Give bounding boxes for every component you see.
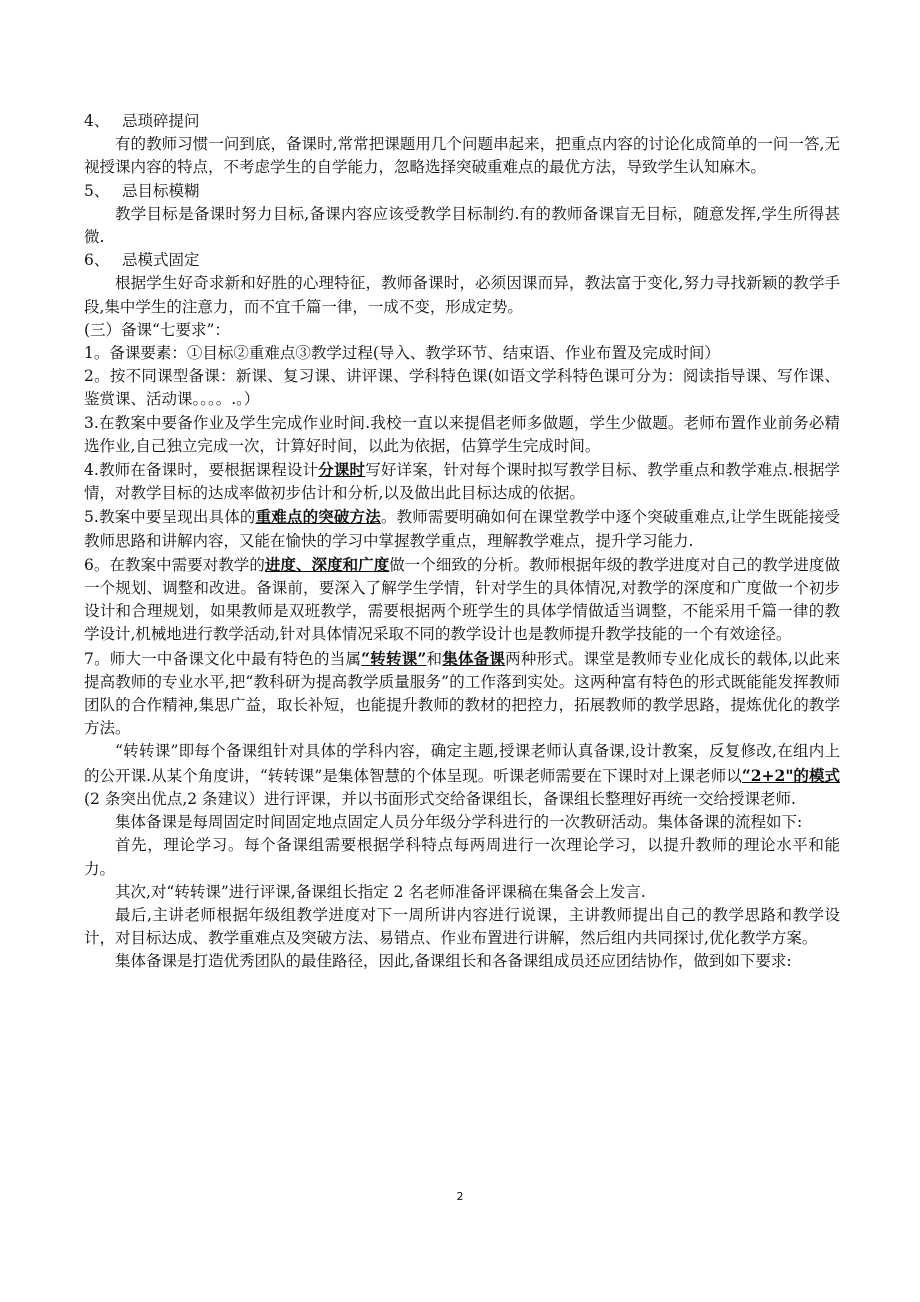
underlined-term: 进度、深度和广度 [264, 554, 390, 574]
collective-prep-paragraph: 集体备课是每周固定时间固定地点固定人员分年级分学科进行的一次教研活动。集体备课的流程如下: [115, 813, 803, 832]
closing-paragraph: 集体备课是打造优秀团队的最佳路径，因此,备课组长和各备课组成员还应团结协作，做到如下要求: [115, 952, 792, 971]
underlined-term: “2+2"的模式 [741, 765, 840, 785]
requirement-2: 2。按不同课型备课：新课、复习课、讲评课、学科特色课(如语文学科特色课可分为：阅读指导课、写作课、鉴赏课、活动课。。。。.。） [84, 367, 840, 409]
zhuanzhuanke-paragraph: “转转课”即每个备课组针对具体的学科内容，确定主题,授课老师认真备课,设计教案，反复修改,在组内上的公开课.从某个角度讲，“转转课”是集体智慧的个体呈现。听课老师需要在下课时对上课老师以“2+2"的模式(2 条突出优点,2 条建议）进行评课，并以书面形式交给备课组长，备课组长整理好再统一交给授课老师. [84, 742, 840, 808]
part3-heading: (三）备课“七要求”： [84, 320, 230, 339]
section-5-body: 教学目标是备课时努力目标,备课内容应该受教学目标制约.有的教师备课盲无目标，随意发挥,学生所得甚微. [84, 204, 840, 247]
section-4-body: 有的教师习惯一问到底，备课时,常常把课题用几个问题串起来，把重点内容的讨论化成简单的一问一答,无视授课内容的特点，不考虑学生的自学能力，忽略选择突破重难点的最优方法，导致学生认知麻木。 [84, 135, 840, 177]
page-number: 2 [456, 1190, 464, 1203]
requirement-1: 1。备课要素：①目标②重难点③教学过程(导入、教学环节、结束语、作业布置及完成时间） [84, 344, 720, 363]
requirement-6: 6。在教案中需要对教学的进度、深度和广度做一个细致的分析。教师根据年级的教学进度对自己的教学进度做一个规划、调整和改进。备课前，要深入了解学生学情，针对学生的具体情况,对教学的深度和广度做一个初步设计和合理规划，如果教师是双班教学，需要根据两个班学生的具体学情做适当调整，不能采用千篇一律的教学设计,机械地进行教学活动,针对具体情况采取不同的教学设计也是教师提升教学技能的一个有效途径。 [84, 554, 840, 644]
step-1-paragraph: 首先，理论学习。每个备课组需要根据学科特点每两周进行一次理论学习，以提升教师的理论水平和能力。 [84, 836, 840, 878]
underlined-term: 分课时 [318, 460, 366, 480]
step-3-paragraph: 最后,主讲老师根据年级组教学进度对下一周所讲内容进行说课，主讲教师提出自己的教学思路和教学设计，对目标达成、教学重难点及突破方法、易错点、作业布置进行讲解，然后组内共同探讨,优化教学方案。 [84, 905, 840, 948]
step-2-paragraph: 其次,对“转转课”进行评课,备课组长指定 2 名老师准备评课稿在集备会上发言. [115, 882, 646, 901]
section-6-body: 根据学生好奇求新和好胜的心理特征，教师备课时，必须因课而异，教法富于变化,努力寻找新颖的教学手段,集中学生的注意力，而不宜千篇一律，一成不变，形成定势。 [84, 274, 840, 316]
underlined-term: 集体备课 [442, 648, 506, 668]
underlined-term: “转转课” [361, 648, 427, 668]
section-6-heading: 6、 忌模式固定 [84, 251, 200, 270]
requirement-3: 3.在教案中要备作业及学生完成作业时间.我校一直以来提倡老师多做题，学生少做题。老师布置作业前务必精选作业,自己独立完成一次，计算好时间，以此为依据，估算学生完成时间。 [84, 413, 840, 455]
requirement-4: 4.教师在备课时，要根据课程设计分课时写好详案，针对每个课时拟写教学目标、教学重点和教学难点.根据学情，对教学目标的达成率做初步估计和分析,以及做出此目标达成的依据。 [84, 460, 840, 503]
underlined-term: 重难点的突破方法 [255, 507, 381, 527]
requirement-5: 5.教案中要呈现出具体的重难点的突破方法。教师需要明确如何在课堂教学中逐个突破重难点,让学生既能接受教师思路和讲解内容，又能在愉快的学习中掌握教学重点，理解教学难点，提升学习能力. [84, 507, 840, 550]
section-4-heading: 4、 忌琐碎提问 [84, 112, 200, 130]
section-5-heading: 5、 忌目标模糊 [84, 181, 200, 200]
document-page [84, 110, 840, 974]
requirement-7: 7。师大一中备课文化中最有特色的当属“转转课”和集体备课两种形式。课堂是教师专业化成长的载体,以此来提高教师的专业水平,把“教科研为提高教学质量服务”的工作落到实处。这两种富有特色的形式既能能发挥教师团队的合作精神,集思广益，取长补短，也能提升教师的教材的把控力，拓展教师的教学思路，提炼优化的教学方法。 [84, 648, 840, 738]
